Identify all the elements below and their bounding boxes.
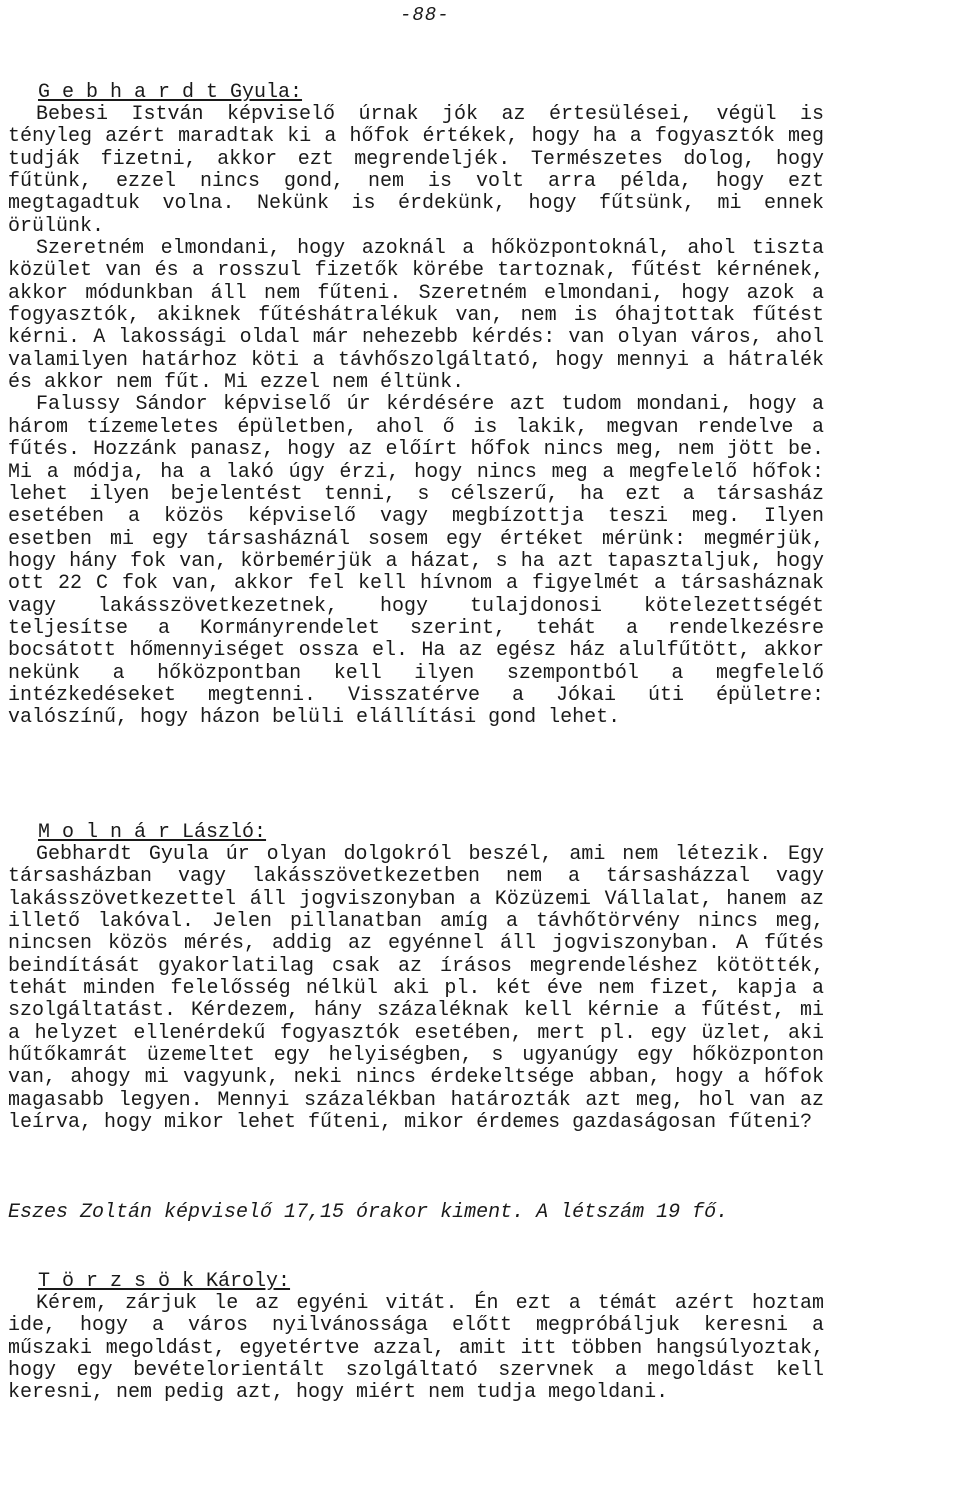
attendance-note: Eszes Zoltán képviselő 17,15 órakor kiment. A létszám 19 fő. [8, 1201, 729, 1224]
speech-paragraph: Szeretném elmondani, hogy azoknál a hőközpontoknál, ahol tiszta közület van és a rosszul fizetők körébe tartoznak, fűtést kérnének, akkor módunkban áll nem fűteni. Szeretném elmondani, hogy azok a fogyasztók, akiknek fűtéshátralékuk van, nem is óhajtottak fűtést kérni. A lakossági oldal már nehezebb kérdés: van olyan város, ahol valamilyen határhoz köti a távhőszolgáltató, hogy mennyi a hátralék és akkor nem fűt. Mi ezzel nem éltünk. [8, 237, 824, 395]
speech-molnar [8, 822, 824, 1134]
speaker-name: G e b h a r d t Gyula: [38, 81, 303, 104]
speech-paragraph: Bebesi István képviselő úrnak jók az értesülései, végül is tényleg azért maradtak ki a hőfok értékek, hogy ha a fogyasztók meg tudják fizetni, akkor ezt megrendeljék. Természetes dolog, hogy fűtünk, ezzel nincs gond, nem is volt arra példa, hogy ezt megtagadtuk volna. Nekünk is érdekünk, hogy fűtsünk, mi ennek örülünk. [8, 103, 824, 238]
speech-gebhardt [8, 82, 824, 730]
speech-paragraph: Kérem, zárjuk le az egyéni vitát. Én ezt a témát azért hoztam ide, hogy a város nyilvánossága előtt megpróbáljuk keresni a műszaki megoldást, egyetértve azzal, amit itt többen hangsúlyoztak, hogy egy bevételorientált szolgáltató szervnek a megoldást kell keresni, nem pedig azt, hogy miért nem tudja megoldani. [8, 1292, 824, 1405]
speaker-name: T ö r z s ö k Károly: [38, 1270, 291, 1293]
speech-paragraph: Falussy Sándor képviselő úr kérdésére azt tudom mondani, hogy a három tízemeletes épületben, ahol ő is lakik, megvan rendelve a fűtés. Hozzánk panasz, hogy az előírt hőfok nincs meg, nem jött be. Mi a módja, ha a lakó úgy érzi, hogy nincs meg a megfelelő hőfok: lehet ilyen bejelentést tenni, s célszerű, ha ezt a társasház esetében a közös képviselő vagy megbízottja teszi meg. Ilyen esetben mi egy társasháznál sosem egy értéket mérünk: megmérjük, hogy hány fok van, körbemérjük a házat, s ha azt tapasztaljuk, hogy ott 22 C fok van, akkor fel kell hívnom a figyelmét a társasháznak vagy lakásszövetkezetnek, hogy tulajdonosi kötelezettségét teljesítse a Kormányrendelet szerint, tehát a rendelkezésre bocsátott hőmennyiséget ossza el. Ha az egész ház alulfűtött, akkor nekünk a hőközpontban kell ilyen szempontból a megfelelő intézkedéseket megtenni. Visszatérve a Jókai úti épületre: valószínű, hogy házon belüli elállítási gond lehet. [8, 393, 824, 730]
speech-paragraph: Gebhardt Gyula úr olyan dolgokról beszél, ami nem létezik. Egy társasházban vagy lakásszövetkezetben nem a társasházzal vagy lakásszövetkezettel áll jogviszonyban a Közüzemi Vállalat, hanem az illető lakóval. Jelen pillanatban amíg a távhőtörvény nincs meg, nincsen közös mérés, addig az egyénnel áll jogviszonyban. A fűtés beindítását gyakorlatilag csak az írásos megrendeléshez kötötték, tehát minden felelősség nélkül aki pl. két éve nem fizet, kapja a szolgáltatást. Kérdezem, hány százaléknak kell kérnie a fűtést, mi a helyzet ellenérdekű fogyasztók esetében, mert pl. egy üzlet, aki hűtőkamrát üzemeltet egy helyiségben, s ugyanúgy egy hőközponton van, ahogy mi vagyunk, neki nincs érdekeltsége abban, hogy a hőfok magasabb legyen. Mennyi százalékban határozták azt meg, hol van az leírva, hogy mikor lehet fűteni, mikor érdemes gazdaságosan fűteni? [8, 843, 824, 1135]
speaker-name: M o l n á r László: [38, 821, 267, 844]
page-number: -88- [400, 4, 450, 26]
speech-torzsok [8, 1271, 824, 1405]
